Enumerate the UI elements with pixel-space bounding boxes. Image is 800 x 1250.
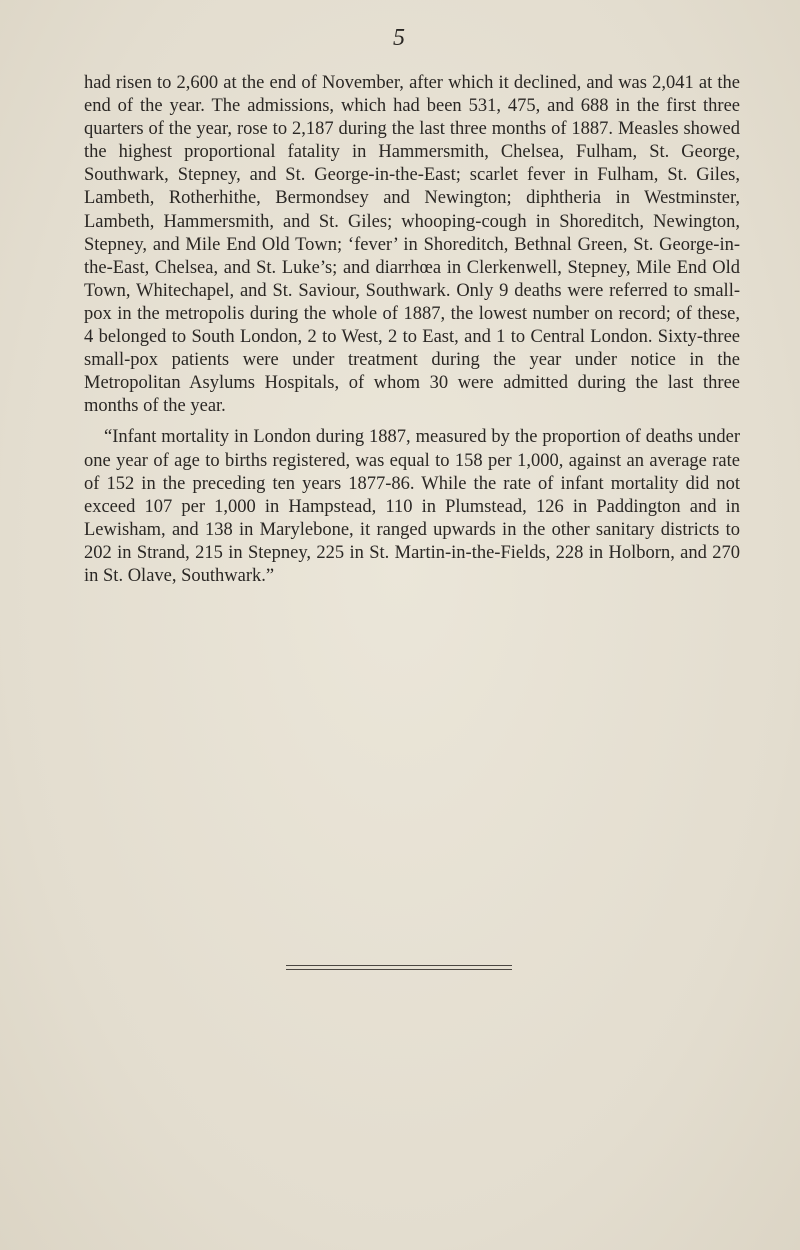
page-number: 5: [393, 25, 405, 51]
paragraph-infant-mortality-quote: “Infant mortality in London during 1887, measured by the proportion of deaths under one year of age to births registered, was equal to 158 per 1,000, against an average rate of 152 in the preceding ten years 1877-86. While the rate of infant mortality did not exceed 107 per 1,000 in Hampstead, 110 in Plumstead, 126 in Paddington and in Lewisham, and 138 in Marylebone, it ranged upwards in the other sanitary districts to 202 in Strand, 215 in Stepney, 225 in St. Martin-in-the-Fields, 228 in Holborn, and 270 in St. Olave, Southwark.”: [84, 427, 740, 586]
body-text: [84, 72, 740, 588]
section-divider-bottom-line: [286, 969, 512, 970]
paragraph-continued: had risen to 2,600 at the end of November, after which it declined, and was 2,041 at the end of the year. The admissions, which had been 531, 475, and 688 in the first three quarters of the year, rose to 2,187 during the last three months of 1887. Measles showed the highest proportional fatality in Hammersmith, Chelsea, Fulham, St. George, Southwark, Stepney, and St. George-in-the-East; scarlet fever in Fulham, St. Giles, Lambeth, Rotherhithe, Bermondsey and Newington; diphtheria in Westminster, Lambeth, Hammersmith, and St. Giles; whooping-cough in Shoreditch, Newington, Stepney, and Mile End Old Town; ‘fever’ in Shoreditch, Bethnal Green, St. George-in-the-East, Chelsea, and St. Luke’s; and diarrhœa in Clerkenwell, Stepney, Mile End Old Town, Whitechapel, and St. Saviour, Southwark. Only 9 deaths were referred to small-pox in the metropolis during the whole of 1887, the lowest number on record; of these, 4 belonged to South London, 2 to West, 2 to East, and 1 to Central London. Sixty-three small-pox patients were under treatment during the year under notice in the Metropolitan Asylums Hospitals, of whom 30 were admitted during the last three months of the year.: [84, 73, 740, 417]
section-divider-top-line: [286, 965, 512, 966]
